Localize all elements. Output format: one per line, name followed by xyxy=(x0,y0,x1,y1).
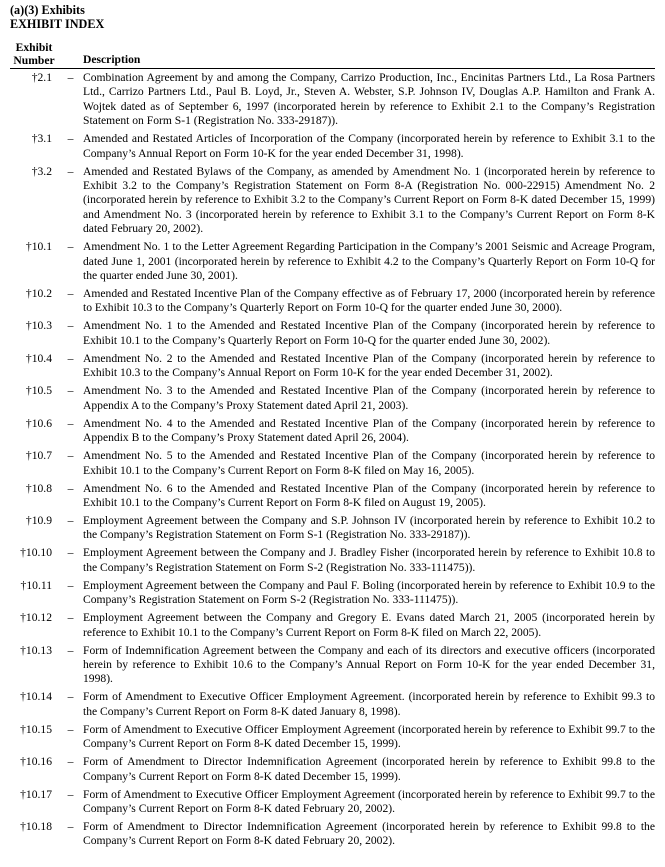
separator-dash: – xyxy=(67,513,74,527)
separator-dash: – xyxy=(67,449,74,463)
exhibit-description: Amendment No. 2 to the Amended and Restated Incentive Plan of the Company (incorporated herein by reference to Exhibit 10.3 to the Company’s Annual Report on Form 10-K for the year ended December 31, 2002). xyxy=(83,351,655,380)
exhibit-number: †10.6 xyxy=(25,416,52,430)
exhibit-number: †10.4 xyxy=(25,351,52,365)
table-row xyxy=(10,687,655,719)
separator-dash: – xyxy=(67,240,74,254)
exhibit-description: Form of Amendment to Executive Officer Employment Agreement (incorporated herein by reference to Exhibit 99.7 to the Company’s Current Report on Form 8-K dated December 15, 1999). xyxy=(83,722,655,751)
separator-dash: – xyxy=(67,132,74,146)
table-row xyxy=(10,283,655,315)
table-row xyxy=(10,640,655,687)
separator-dash: – xyxy=(67,481,74,495)
table-row xyxy=(10,237,655,284)
exhibit-description: Employment Agreement between the Company and J. Bradley Fisher (incorporated herein by reference to Exhibit 10.8 to the Company’s Registration Statement on Form S-2 (Registration No. 333-111475)). xyxy=(83,546,655,574)
exhibit-number: †10.7 xyxy=(25,449,52,463)
exhibit-description: Amendment No. 3 to the Amended and Restated Incentive Plan of the Company (incorporated herein by reference to Appendix A to the Company’s Proxy Statement dated April 21, 2003). xyxy=(83,384,655,412)
table-row xyxy=(10,510,655,542)
exhibit-rows xyxy=(10,69,655,849)
exhibit-number: †10.14 xyxy=(20,690,52,704)
exhibit-number: †10.18 xyxy=(20,819,52,833)
exhibit-number: †10.8 xyxy=(25,481,52,495)
table-row xyxy=(10,608,655,640)
separator-dash: – xyxy=(67,546,74,560)
exhibit-number: †10.16 xyxy=(20,755,52,769)
table-row xyxy=(10,161,655,237)
exhibit-description: Combination Agreement by and among the Company, Carrizo Production, Inc., Encinitas Partners Ltd., La Rosa Partners Ltd., Carrizo Partners Ltd., Paul B. Loyd, Jr., Steven A. Webster, S.P. Johnson IV, Douglas A.P. Hamilton and Frank A. Wojtek dated as of September 6, 1997 (incorporated herein by reference to Exhibit 2.1 to the Company’s Registration Statement on Form S-1 (Registration No. 333-29187)). xyxy=(83,71,655,128)
exhibit-number: †3.2 xyxy=(31,164,52,178)
separator-dash: – xyxy=(67,611,74,625)
table-row xyxy=(10,752,655,784)
exhibit-description: Form of Amendment to Executive Officer Employment Agreement. (incorporated herein by reference to Exhibit 99.3 to the Company’s Current Report on Form 8-K dated January 8, 1998). xyxy=(83,690,655,718)
exhibit-number: †10.12 xyxy=(20,611,52,625)
separator-dash: – xyxy=(67,819,74,833)
exhibit-description: Amended and Restated Incentive Plan of the Company effective as of February 17, 2000 (incorporated herein by reference to Exhibit 10.3 to the Company’s Quarterly Report on Form 10-Q for the quarter ended June 30, 2000). xyxy=(83,287,655,315)
exhibit-number-header xyxy=(10,41,58,69)
separator-dash: – xyxy=(67,71,74,84)
exhibit-description: Form of Amendment to Director Indemnification Agreement (incorporated herein by reference to Exhibit 99.8 to the Company’s Current Report on Form 8-K dated December 15, 1999). xyxy=(83,755,655,783)
table-row xyxy=(10,816,655,848)
exhibit-description: Form of Amendment to Director Indemnification Agreement (incorporated herein by reference to Exhibit 99.8 to the Company’s Current Report on Form 8-K dated February 20, 2002). xyxy=(83,819,655,848)
exhibit-number: †10.2 xyxy=(25,287,52,301)
separator-dash: – xyxy=(67,643,74,657)
exhibit-number: †10.9 xyxy=(25,513,52,527)
exhibit-number: †10.13 xyxy=(20,643,52,657)
table-row xyxy=(10,348,655,380)
separator-dash: – xyxy=(67,416,74,430)
separator-dash: – xyxy=(67,755,74,769)
exhibit-header-line2: Number xyxy=(13,54,55,67)
section-heading: (a)(3) Exhibits xyxy=(10,3,85,17)
exhibit-number: †10.3 xyxy=(25,319,52,333)
dash-header xyxy=(58,41,83,69)
exhibit-number: †10.5 xyxy=(25,384,52,398)
table-row xyxy=(10,413,655,445)
exhibit-description: Employment Agreement between the Company and Gregory E. Evans dated March 21, 2005 (incorporated herein by reference to Exhibit 10.1 to the Company’s Current Report on Form 8-K filed on March 22, 2005). xyxy=(83,611,655,639)
separator-dash: – xyxy=(67,578,74,592)
exhibit-description: Amendment No. 1 to the Letter Agreement Regarding Participation in the Company’s 2001 Seismic and Acreage Program, dated June 1, 2001 (incorporated herein by reference to Exhibit 4.2 to the Company’s Quarterly Report on Form 10-Q for the quarter ended June 30, 2001). xyxy=(83,240,655,283)
table-row xyxy=(10,381,655,413)
exhibit-description: Amendment No. 6 to the Amended and Restated Incentive Plan of the Company (incorporated herein by reference to Exhibit 10.1 to the Company’s Current Report on Form 8-K filed on August 19, 2005). xyxy=(83,481,655,509)
exhibit-description: Form of Amendment to Executive Officer Employment Agreement (incorporated herein by reference to Exhibit 99.7 to the Company’s Current Report on Form 8-K dated February 20, 2002). xyxy=(83,787,655,815)
exhibit-number: †3.1 xyxy=(31,132,52,146)
table-row xyxy=(10,543,655,575)
separator-dash: – xyxy=(67,287,74,301)
exhibit-number: †10.10 xyxy=(20,546,52,560)
exhibit-description: Amendment No. 5 to the Amended and Restated Incentive Plan of the Company (incorporated herein by reference to Exhibit 10.1 to the Company’s Current Report on Form 8-K filed on May 16, 2005). xyxy=(83,449,655,477)
separator-dash: – xyxy=(67,351,74,365)
exhibit-index-title: EXHIBIT INDEX xyxy=(10,17,105,31)
exhibit-description: Employment Agreement between the Company and Paul F. Boling (incorporated herein by reference to Exhibit 10.9 to the Company’s Registration Statement on Form S-2 (Registration No. 333-111475)). xyxy=(83,578,655,607)
exhibit-description: Employment Agreement between the Company and S.P. Johnson IV (incorporated herein by reference to Exhibit 10.2 to the Company’s Registration Statement on Form S-1 (Registration No. 333-29187)). xyxy=(83,513,655,542)
table-row xyxy=(10,719,655,751)
table-row xyxy=(10,316,655,348)
table-row xyxy=(10,129,655,161)
exhibit-description: Amendment No. 1 to the Amended and Restated Incentive Plan of the Company (incorporated herein by reference to Exhibit 10.1 to the Company’s Quarterly Report on Form 10-Q for the quarter ended June 30, 2002). xyxy=(83,319,655,347)
separator-dash: – xyxy=(67,787,74,801)
separator-dash: – xyxy=(67,722,74,736)
table-row xyxy=(10,575,655,607)
separator-dash: – xyxy=(67,384,74,398)
exhibit-number: †10.15 xyxy=(20,722,52,736)
table-row xyxy=(10,478,655,510)
exhibit-description: Amended and Restated Bylaws of the Company, as amended by Amendment No. 1 (incorporated herein by reference to Exhibit 3.2 to the Company’s Registration Statement on Form 8-A (Registration No. 000-22915) Amendment No. 2 (incorporated herein by reference to Exhibit 3.2 to the Company’s Current Report on Form 8-K dated December 15, 1999) and Amendment No. 3 (incorporated herein by reference to Exhibit 3.1 to the Company’s Current Report on Form 8-K dated February 20, 2002). xyxy=(83,164,655,236)
exhibit-description: Amendment No. 4 to the Amended and Restated Incentive Plan of the Company (incorporated herein by reference to Appendix B to the Company’s Proxy Statement dated April 26, 2004). xyxy=(83,416,655,445)
exhibit-table xyxy=(10,41,655,849)
exhibit-header-line1: Exhibit xyxy=(15,41,53,54)
exhibit-number: †10.1 xyxy=(25,240,52,254)
table-row xyxy=(10,446,655,478)
exhibit-number: †2.1 xyxy=(31,71,52,84)
exhibit-description: Amended and Restated Articles of Incorporation of the Company (incorporated herein by reference to Exhibit 3.1 to the Company’s Annual Report on Form 10-K for the year ended December 31, 1998). xyxy=(83,132,655,160)
exhibit-number: †10.11 xyxy=(20,578,52,592)
separator-dash: – xyxy=(67,690,74,704)
description-header: Description xyxy=(83,41,655,69)
table-header-row xyxy=(10,41,655,69)
table-row xyxy=(10,69,655,129)
separator-dash: – xyxy=(67,319,74,333)
separator-dash: – xyxy=(67,164,74,178)
exhibit-number: †10.17 xyxy=(20,787,52,801)
exhibit-description: Form of Indemnification Agreement between the Company and each of its directors and executive officers (incorporated herein by reference to Exhibit 10.6 to the Company’s Annual Report on Form 10-K for the year ended December 31, 1998). xyxy=(83,643,655,686)
table-row xyxy=(10,784,655,816)
